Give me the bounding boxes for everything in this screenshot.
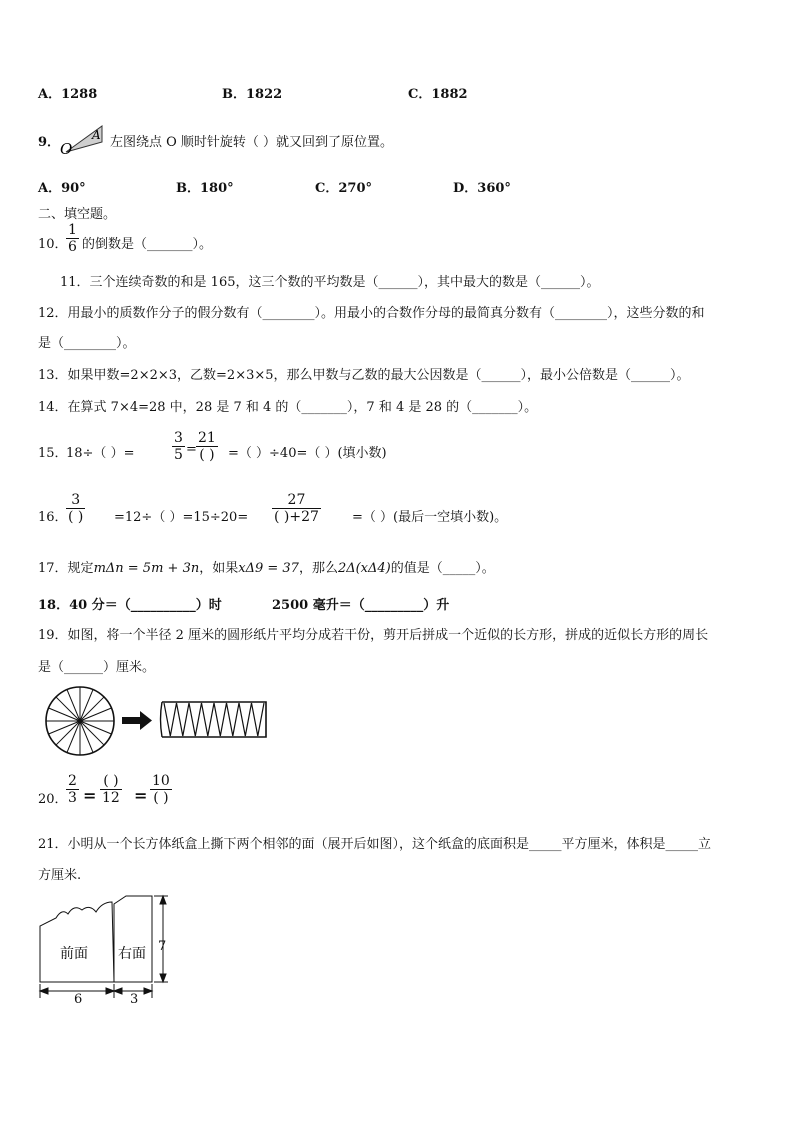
q17-line	[38, 557, 495, 576]
q9-point-a: A	[92, 128, 101, 142]
q20-fraction-3-numerator: 10	[152, 773, 170, 789]
q20-fraction-1-denominator: 3	[68, 790, 77, 806]
q15-fraction-1-numerator: 3	[174, 430, 183, 446]
q15-equals: =	[186, 442, 197, 457]
q9-number: 9．	[38, 135, 61, 150]
q9-option-b: B．180°	[176, 181, 234, 196]
q21-right-label: 右面	[118, 946, 146, 962]
q15-fraction-1-denominator: 5	[174, 447, 183, 463]
q21-dimension-height	[154, 896, 168, 982]
q21-dim-3: 3	[130, 992, 139, 1006]
q19-divided-circle	[46, 687, 114, 755]
q15-fraction-2-denominator: ( )	[196, 446, 218, 463]
q19-line1: 19．如图，将一个半径 2 厘米的圆形纸片平均分成若干份，剪开后拼成一个近似的长方形，拼成的近似长方形的周长	[38, 628, 709, 643]
q8-option-c: C．1882	[408, 87, 468, 102]
q17-math-1: mΔn = 5m + 3n	[93, 561, 200, 576]
q21-unfolded-box-figure	[34, 892, 184, 1006]
q9-option-d: D．360°	[453, 181, 511, 196]
q18-left: 18．40 分＝（__________）时	[38, 598, 222, 613]
q21-dim-6: 6	[74, 992, 83, 1006]
q9-option-a: A．90°	[38, 181, 86, 196]
q17-text-1: 规定	[67, 561, 94, 576]
q17-text-4: 的值是（_____）。	[390, 561, 495, 576]
q20-equals-1: =	[83, 786, 97, 805]
q19-circle-spoke	[56, 697, 80, 721]
q19-circle-spoke	[80, 697, 104, 721]
q9-point-o: O	[60, 140, 73, 156]
q10-text: 的倒数是（_______）。	[82, 237, 213, 252]
q18-right: 2500 毫升＝（_________）升	[272, 598, 450, 613]
q20-fraction-1-numerator: 2	[68, 773, 77, 789]
q15-fraction-1	[172, 430, 185, 463]
q10-fraction-numerator: 1	[68, 222, 77, 238]
q9-text: 左图绕点 O 顺时针旋转（ ）就又回到了原位置。	[110, 135, 394, 150]
q12-line2: 是（________）。	[38, 336, 136, 351]
q20-fraction-2	[100, 773, 122, 806]
q21-dim-7: 7	[158, 939, 167, 954]
q20-fraction-1	[66, 773, 79, 806]
q15-number: 15．	[38, 446, 68, 461]
q13-text: 13．如果甲数=2×2×3，乙数=2×3×5，那么甲数与乙数的最大公因数是（______），最小公倍数是（______）。	[38, 368, 690, 383]
q16-fraction-2-numerator: 27	[287, 492, 306, 508]
q8-option-b: B．1822	[222, 87, 283, 102]
q16-fraction-2	[272, 492, 321, 525]
q16-fraction-2-denominator: ( )+27	[274, 509, 319, 525]
q17-text-2: ，如果	[199, 561, 239, 576]
q10-fraction-denominator: 6	[68, 239, 77, 255]
q16-fraction-1-numerator: 3	[71, 492, 81, 508]
q17-math-3: 2Δ(xΔ4)	[337, 561, 391, 576]
q19-circle-to-rectangle-figure	[44, 686, 272, 758]
q16-tail: =（ ）(最后一空填小数)。	[352, 510, 508, 525]
q20-equals-2: =	[134, 786, 148, 805]
q19-circle-spoke	[56, 721, 80, 745]
q20-fraction-3	[150, 773, 172, 806]
q15-fraction-2	[196, 430, 218, 463]
q15-tail: =（ ）÷40=（ ）(填小数)	[228, 446, 387, 461]
section-heading: 二、填空题。	[38, 207, 117, 222]
q9-option-c: C．270°	[315, 181, 372, 196]
q10-number: 10．	[38, 237, 68, 252]
q19-circle-spoke	[80, 721, 104, 745]
q15-lead: 18÷（ ）=	[66, 446, 135, 461]
q20-number: 20．	[38, 792, 68, 807]
arrow-right-icon	[122, 711, 152, 730]
q15-fraction-2-numerator: 21	[198, 430, 216, 446]
q20-fraction-2-denominator: 12	[102, 790, 120, 806]
q21-line1: 21．小明从一个长方体纸盒上撕下两个相邻的面（展开后如图），这个纸盒的底面积是_____平方厘米，体积是_____立	[38, 837, 712, 852]
q9-rotation-figure	[60, 122, 108, 156]
q11-text: 11．三个连续奇数的和是 165，这三个数的平均数是（______），其中最大的数是（______）。	[60, 275, 600, 290]
q21-front-label: 前面	[60, 946, 88, 962]
q16-number: 16．	[38, 510, 68, 525]
q17-math-2: xΔ9 = 37	[238, 561, 299, 576]
q19-line2: 是（______）厘米。	[38, 660, 156, 675]
q12-line1: 12．用最小的质数作分子的假分数有（________）。用最小的合数作分母的最简真分数有（________），这些分数的和	[38, 306, 705, 321]
q20-fraction-3-denominator: ( )	[150, 789, 172, 806]
q21-line2: 方厘米.	[38, 868, 82, 883]
q14-text: 14．在算式 7×4=28 中，28 是 7 和 4 的（_______），7 和 4 是 28 的（_______）。	[38, 400, 538, 415]
q16-middle: =12÷（ ）=15÷20=	[114, 510, 249, 525]
q21-dimension-widths	[40, 984, 152, 1006]
q17-text-3: ，那么	[298, 561, 338, 576]
q16-fraction-1	[66, 492, 85, 525]
q10-fraction	[66, 222, 79, 255]
q20-fraction-2-numerator: ( )	[103, 773, 119, 789]
q8-option-a: A．1288	[38, 87, 98, 102]
q16-fraction-1-denominator: ( )	[68, 509, 84, 525]
q19-approx-rectangle	[161, 702, 267, 737]
q21-faces	[40, 896, 152, 982]
q17-number: 17．	[38, 561, 68, 576]
